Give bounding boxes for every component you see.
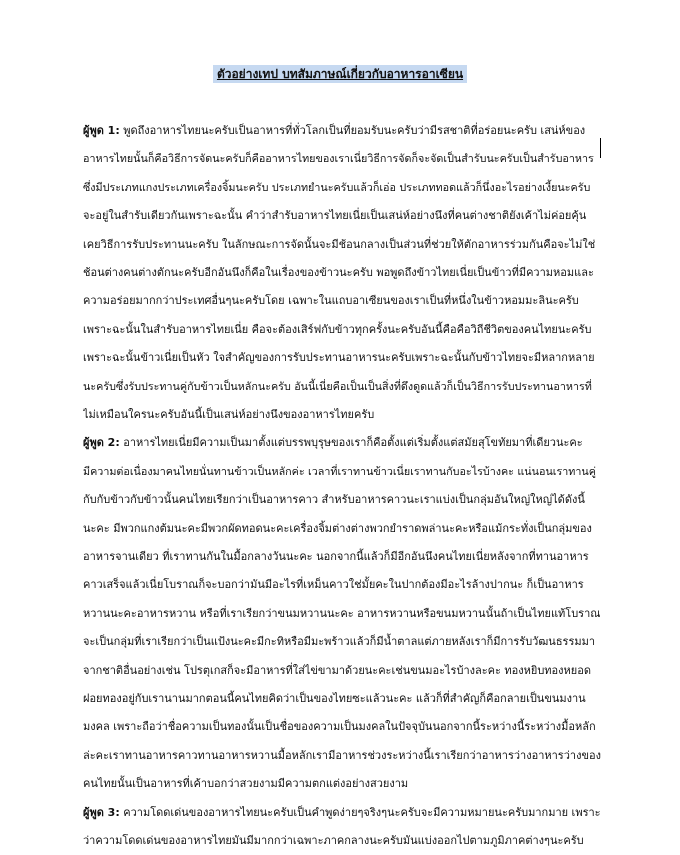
transcript-line	[83, 827, 601, 855]
line-text: ไม่เหมือนใครนะครับอันนี้เป็นเสน่ห์อย่างนึงของอาหารไทยครับ	[83, 408, 375, 421]
transcript-line	[83, 742, 601, 770]
line-text: กับกับข้าวกับข้าวนั้นคนไทยเรียกว่าเป็นอาหารคาว สำหรับอาหารคาวนะเราแบ่งเป็นกลุ่มอันใหญ่ใหญ่ได้ดังนี้	[83, 493, 585, 507]
line-text: จะอยู่ในสำรับเดียวกันเพราะฉะนั้น คำว่าสำรับอาหารไทยเนี่ยเป็นเสน่ห์อย่างนึงที่คนต่างชาติยังเค้าไม่ค่อยคุ้น	[83, 209, 587, 223]
transcript-line	[83, 770, 601, 798]
speaker-label: ผู้พูด 3:	[83, 805, 120, 819]
transcript-line	[83, 515, 601, 543]
line-text: นะคะ มีพวกแกงต้มนะคะมีพวกผัดทอดนะคะเครื่องจิ้มต่างต่างพวกยำราดพล่านะคะหรือแม้กระทั่งเป็นกลุ่มของ	[83, 521, 592, 535]
line-text: อาหารไทยเนี่ยมีความเป็นมาตั้งแต่บรรพบุรุษของเราก็คือตั้งแต่เริ่มตั้งแต่สมัยสุโขทัยมาที่เดียวนะคะ	[119, 436, 583, 450]
document-title	[0, 60, 680, 88]
line-text: มีความต่อเนื่องมาคนไทยนั่นทานข้าวเป็นหลักค่ะ เวลาที่เราทานข้าวเนี่ยเราทานกับอะไรบ้างคะ แน่นอนเราทานคู่	[83, 464, 596, 478]
line-text: คนไทยนั้นเป็นอาหารที่เค้าบอกว่าสวยงามมีความตกแต่งอย่างสวยงาม	[83, 777, 409, 791]
document-title-text: ตัวอย่างเทป บทสัมภาษณ์เกี่ยวกับอาหารอาเซียน	[213, 65, 467, 83]
line-text: เคยวิธีการรับประทานนะครับ ในลักษณะการจัดนั้นจะมีช้อนกลางเป็นส่วนที่ช่วยให้ตักอาหารร่วมกันคือจะไม่ใช่	[83, 237, 596, 251]
line-text: คาวเสร็จแล้วเนี่ยโบราณก็จะบอกว่ามันมีอะไรที่เหม็นคาวใช่มั้ยคะในปากต้องมีอะไรล้างปากนะ ก็เป็นอาหาร	[83, 578, 584, 592]
line-text: ซึ่งมีประเภทแกงประเภทเครื่องจิ้มนะครับ ประเภทยำนะครับแล้วก็เอ่อ ประเภททอดแล้วก็นึ่งอะไรอย่างเงี้ยนะครับ	[83, 180, 591, 194]
transcript-line	[83, 202, 601, 230]
transcript-line	[83, 259, 601, 287]
line-text: เพราะฉะนั้นในสำรับอาหารไทยเนี่ย คือจะต้องเสิร์ฟกับข้าวทุกครั้งนะครับอันนี้คือคือวิถีชีวิตของคนไทยนะครับ	[83, 322, 592, 336]
speaker-label: ผู้พูด 1:	[83, 124, 120, 137]
line-text: ความโดดเด่นของอาหารไทยนะครับเป็นคำพูดง่ายๆจริงๆนะครับจะมีความหมายนะครับมากมาย เพราะ	[119, 805, 601, 819]
transcript-line	[83, 231, 601, 259]
transcript-line	[83, 458, 601, 486]
transcript-line	[83, 373, 601, 401]
line-text: อาหารไทยนั้นก็คือวิธีการจัดนะครับก็คืออาหารไทยของเราเนี่ยวิธีการจัดก็จะจัดเป็นสำรับนะครับเป็นสำรับอาหาร	[83, 152, 594, 166]
line-text: ล่ะคะเราทานอาหารคาวทานอาหารหวานมื้อหลักเรามีอาหารช่วงระหว่างนี้เราเรียกว่าอาหารว่างอาหารว่างของ	[83, 748, 601, 762]
line-text: หวานนะคะอาหารหวาน หรือที่เราเรียกว่าขนมหวานนะคะ อาหารหวานหรือขนมหวานนั้นถ้าเป็นไทยแท้โบราณ	[83, 606, 601, 620]
transcript-line	[83, 628, 601, 656]
transcript-line	[83, 486, 601, 514]
transcript-line	[83, 571, 601, 599]
transcript-line	[83, 713, 601, 741]
line-text: มงคล เพราะถือว่าชื่อความเป็นทองนั้นเป็นชื่อของความเป็นมงคลในปัจจุบันนอกจากนี้ระหว่างนี้ระหว่างมื้อหลัก	[83, 720, 596, 734]
transcript-line	[83, 543, 601, 571]
line-text: ความอร่อยมากกว่าประเทศอื่นๆนะครับโดย เฉพาะในแถบอาเซียนของเราเป็นที่หนึ่งในข้าวหอมมะลินะครับ	[83, 294, 579, 308]
transcript-line	[83, 316, 601, 344]
transcript-line	[83, 600, 601, 628]
text-cursor	[600, 138, 601, 158]
line-text: นะครับซึ่งรับประทานคู่กับข้าวเป็นหลักนะครับ อันนี้เนี่ยคือเป็นเป็นสิ่งที่ดึงดูดแล้วก็เป็นวิธีการรับประทานอาหารที่	[83, 379, 592, 393]
line-text: เพราะฉะนั้นข้าวเนี่ยเป็นหัว ใจสำคัญของการรับประทานอาหารนะครับเพราะฉะนั้นกับข้าวไทยจะมีหลากหลาย	[83, 351, 595, 365]
transcript-line	[83, 174, 601, 202]
line-text: ฝอยทองอยู่กับเรานานมากตอนนี้คนไทยคิดว่าเป็นของไทยซะแล้วนะคะ แล้วก็ที่สำคัญก็คือกลายเป็นขนมงาน	[83, 692, 586, 705]
transcript-line	[83, 685, 601, 713]
transcript-line	[83, 429, 601, 457]
transcript-line	[83, 401, 601, 429]
line-text: จะเป็นกลุ่มที่เราเรียกว่าเป็นแป้งนะคะมีกะทิหรือมีมะพร้าวแล้วก็มีน้ำตาลแต่ภายหลังเราก็มีการรับวัฒนธรรมมา	[83, 635, 596, 649]
line-text: ว่าความโดดเด่นของอาหารไทยมันมีมากกว่าเฉพาะภาคกลางนะครับมันแบ่งออกไปตามภูมิภาคต่างๆนะครับ	[83, 834, 584, 847]
transcript-line	[83, 657, 601, 685]
transcript-line	[83, 287, 601, 315]
line-text: ช้อนต่างคนต่างตักนะครับอีกอันนึงก็คือในเรื่องของข้าวนะครับ พอพูดถึงข้าวไทยเนี่ยเป็นข้าวที่มีความหอมและ	[83, 266, 594, 279]
line-text: อาหารจานเดียว ที่เราทานกันในมื้อกลางวันนะคะ นอกจากนี้แล้วก็มีอีกอันนึงคนไทยเนี่ยหลังจากที่ทานอาหาร	[83, 550, 589, 563]
transcript-line	[83, 344, 601, 372]
transcript-line	[83, 117, 601, 145]
transcript-line	[83, 145, 601, 173]
line-text: จากชาติอื่นอย่างเช่น โปรตุเกสก็จะมีอาหารที่ใส่ไข่ขามาด้วยนะคะเช่นขนมอะไรบ้างละคะ ทองหยิบทองหยอด	[83, 663, 591, 677]
speaker-label: ผู้พูด 2:	[83, 436, 120, 450]
line-text: พูดถึงอาหารไทยนะครับเป็นอาหารที่ทั่วโลกเป็นที่ยอมรับนะครับว่ามีรสชาติที่อร่อยนะครับ เสน่ห์ของ	[119, 124, 586, 137]
transcript-line	[83, 799, 601, 827]
